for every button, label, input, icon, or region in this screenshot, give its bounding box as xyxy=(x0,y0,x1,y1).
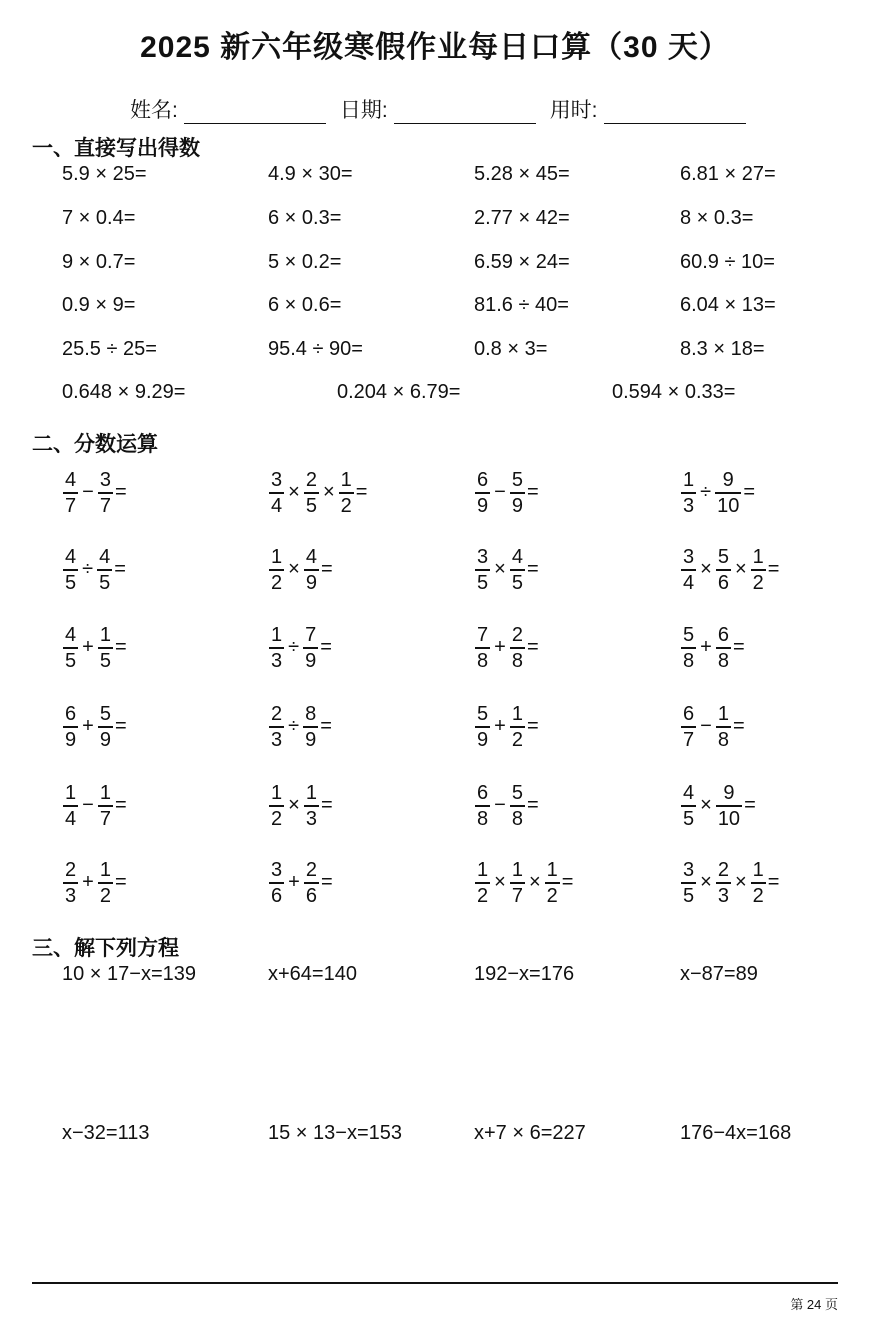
numerator: 5 xyxy=(717,546,729,568)
fraction-problem xyxy=(62,860,127,906)
operator: × xyxy=(322,481,335,504)
fraction xyxy=(475,704,490,750)
arithmetic-problem: 6.59 × 24= xyxy=(474,251,570,273)
denominator: 5 xyxy=(683,884,695,907)
fraction xyxy=(681,547,696,593)
denominator: 8 xyxy=(477,807,489,830)
denominator: 5 xyxy=(65,571,77,594)
denominator: 5 xyxy=(99,571,111,594)
equals-sign: = xyxy=(320,558,333,581)
fraction xyxy=(303,625,318,671)
numerator: 3 xyxy=(271,469,283,491)
fraction xyxy=(98,625,113,671)
equals-sign: = xyxy=(743,481,756,504)
numerator: 6 xyxy=(65,703,77,725)
operator: × xyxy=(288,794,300,817)
fraction xyxy=(716,704,731,750)
student-info-row xyxy=(130,94,760,124)
fraction xyxy=(304,547,319,593)
operator: + xyxy=(82,871,94,894)
operator: × xyxy=(734,871,747,894)
numerator: 1 xyxy=(717,703,729,725)
denominator: 8 xyxy=(717,728,729,751)
fraction xyxy=(269,704,284,750)
operator: × xyxy=(528,871,541,894)
operator: + xyxy=(288,871,300,894)
numerator: 2 xyxy=(65,859,77,881)
time-label: 用时: xyxy=(549,99,598,122)
fraction xyxy=(510,625,525,671)
denominator: 2 xyxy=(271,571,283,594)
name-blank[interactable] xyxy=(184,103,326,124)
operator: × xyxy=(288,558,300,581)
page-number: 第 24 页 xyxy=(790,1297,838,1312)
numerator: 3 xyxy=(99,469,111,491)
denominator: 6 xyxy=(717,571,729,594)
numerator: 2 xyxy=(305,469,317,491)
numerator: 9 xyxy=(722,469,734,491)
arithmetic-problem: 6.81 × 27= xyxy=(680,163,776,185)
fraction xyxy=(510,860,525,906)
denominator: 9 xyxy=(305,728,317,751)
denominator: 8 xyxy=(511,649,523,672)
operator: − xyxy=(494,794,506,817)
arithmetic-problem: 9 × 0.7= xyxy=(62,251,136,273)
fraction-problem xyxy=(474,860,573,906)
denominator: 9 xyxy=(477,728,489,751)
arithmetic-problem: 5.28 × 45= xyxy=(474,163,570,185)
numerator: 1 xyxy=(477,859,489,881)
denominator: 2 xyxy=(477,884,489,907)
numerator: 2 xyxy=(305,859,317,881)
equals-sign: = xyxy=(320,794,333,817)
denominator: 3 xyxy=(683,494,695,517)
numerator: 6 xyxy=(477,469,489,491)
equals-sign: = xyxy=(732,715,745,738)
denominator: 9 xyxy=(99,728,111,751)
denominator: 10 xyxy=(717,494,740,517)
numerator: 1 xyxy=(511,703,523,725)
arithmetic-problem: 8.3 × 18= xyxy=(680,338,765,360)
denominator: 8 xyxy=(683,649,695,672)
denominator: 3 xyxy=(65,884,77,907)
equals-sign: = xyxy=(767,871,780,894)
footer-divider xyxy=(32,1282,838,1284)
operator: × xyxy=(288,481,300,504)
arithmetic-problem: 95.4 ÷ 90= xyxy=(268,338,363,360)
arithmetic-problem: 8 × 0.3= xyxy=(680,207,754,229)
denominator: 6 xyxy=(305,884,317,907)
numerator: 1 xyxy=(99,782,111,804)
numerator: 7 xyxy=(477,624,489,646)
arithmetic-problem: 81.6 ÷ 40= xyxy=(474,294,569,316)
denominator: 2 xyxy=(271,807,283,830)
numerator: 6 xyxy=(717,624,729,646)
section-1-heading: 一、直接写出得数 xyxy=(32,137,200,160)
denominator: 5 xyxy=(683,807,695,830)
denominator: 9 xyxy=(65,728,77,751)
equals-sign: = xyxy=(561,871,574,894)
equals-sign: = xyxy=(114,636,127,659)
fraction xyxy=(304,783,319,829)
fraction-problem xyxy=(474,547,539,593)
numerator: 4 xyxy=(65,624,77,646)
fraction xyxy=(751,547,766,593)
denominator: 9 xyxy=(511,494,523,517)
fraction-problem xyxy=(268,547,333,593)
arithmetic-problem: 25.5 ÷ 25= xyxy=(62,338,157,360)
fraction xyxy=(269,625,284,671)
operator: ÷ xyxy=(700,481,712,504)
section-2-heading: 二、分数运算 xyxy=(32,433,158,456)
fraction xyxy=(681,783,696,829)
denominator: 5 xyxy=(511,571,523,594)
section-3-heading: 三、解下列方程 xyxy=(32,937,179,960)
fraction-problem xyxy=(268,860,333,906)
equals-sign: = xyxy=(526,558,539,581)
numerator: 5 xyxy=(683,624,695,646)
denominator: 2 xyxy=(99,884,111,907)
operator: ÷ xyxy=(288,715,300,738)
numerator: 4 xyxy=(305,546,317,568)
time-blank[interactable] xyxy=(604,103,746,124)
operator: + xyxy=(82,636,94,659)
fraction xyxy=(716,547,731,593)
operator: ÷ xyxy=(82,558,94,581)
numerator: 1 xyxy=(752,546,764,568)
numerator: 5 xyxy=(99,703,111,725)
numerator: 8 xyxy=(305,703,317,725)
numerator: 1 xyxy=(271,782,283,804)
fraction xyxy=(751,860,766,906)
denominator: 7 xyxy=(65,494,77,517)
denominator: 2 xyxy=(752,884,764,907)
denominator: 2 xyxy=(511,728,523,751)
denominator: 8 xyxy=(477,649,489,672)
denominator: 3 xyxy=(271,649,283,672)
denominator: 7 xyxy=(99,494,111,517)
equation-problem: x−87=89 xyxy=(680,963,758,985)
numerator: 1 xyxy=(271,546,283,568)
fraction xyxy=(475,860,490,906)
fraction xyxy=(98,783,113,829)
numerator: 6 xyxy=(683,703,695,725)
denominator: 3 xyxy=(305,807,317,830)
numerator: 4 xyxy=(511,546,523,568)
fraction xyxy=(97,547,112,593)
operator: × xyxy=(494,558,506,581)
fraction-problem xyxy=(268,704,332,750)
operator: + xyxy=(494,715,506,738)
fraction-problem xyxy=(680,783,756,829)
denominator: 6 xyxy=(271,884,283,907)
operator: − xyxy=(494,481,506,504)
fraction-problem xyxy=(268,625,332,671)
fraction-problem xyxy=(474,704,539,750)
name-label: 姓名: xyxy=(130,99,178,122)
fraction-problem xyxy=(62,783,127,829)
operator: ÷ xyxy=(288,636,300,659)
fraction xyxy=(63,860,78,906)
denominator: 5 xyxy=(65,649,77,672)
numerator: 1 xyxy=(340,469,352,491)
denominator: 8 xyxy=(717,649,729,672)
fraction-problem xyxy=(62,547,126,593)
numerator: 3 xyxy=(271,859,283,881)
numerator: 7 xyxy=(305,624,317,646)
denominator: 5 xyxy=(99,649,111,672)
arithmetic-problem: 0.8 × 3= xyxy=(474,338,548,360)
equals-sign: = xyxy=(114,871,127,894)
numerator: 2 xyxy=(717,859,729,881)
fraction xyxy=(269,547,284,593)
numerator: 1 xyxy=(271,624,283,646)
fraction-problem xyxy=(268,783,333,829)
numerator: 1 xyxy=(546,859,558,881)
equals-sign: = xyxy=(526,715,539,738)
numerator: 4 xyxy=(65,546,77,568)
arithmetic-problem: 0.594 × 0.33= xyxy=(612,381,736,403)
fraction xyxy=(475,470,490,516)
arithmetic-problem: 6.04 × 13= xyxy=(680,294,776,316)
arithmetic-problem: 4.9 × 30= xyxy=(268,163,353,185)
operator: − xyxy=(82,794,94,817)
fraction-problem xyxy=(62,625,127,671)
fraction xyxy=(303,704,318,750)
numerator: 3 xyxy=(477,546,489,568)
equals-sign: = xyxy=(114,715,127,738)
numerator: 5 xyxy=(511,469,523,491)
fraction xyxy=(63,783,78,829)
denominator: 5 xyxy=(477,571,489,594)
fraction xyxy=(475,547,490,593)
numerator: 4 xyxy=(99,546,111,568)
fraction xyxy=(681,860,696,906)
fraction xyxy=(510,783,525,829)
fraction-problem xyxy=(680,625,745,671)
equals-sign: = xyxy=(526,481,539,504)
fraction xyxy=(510,704,525,750)
fraction xyxy=(63,547,78,593)
equation-problem: x−32=113 xyxy=(62,1122,150,1144)
fraction xyxy=(269,470,284,516)
fraction xyxy=(98,704,113,750)
denominator: 2 xyxy=(546,884,558,907)
operator: + xyxy=(700,636,712,659)
arithmetic-problem: 6 × 0.3= xyxy=(268,207,342,229)
equals-sign: = xyxy=(114,794,127,817)
denominator: 7 xyxy=(99,807,111,830)
operator: × xyxy=(734,558,747,581)
equals-sign: = xyxy=(320,715,332,738)
arithmetic-problem: 2.77 × 42= xyxy=(474,207,570,229)
date-label: 日期: xyxy=(339,99,388,122)
fraction-problem xyxy=(62,470,127,516)
fraction xyxy=(716,625,731,671)
fraction-problem xyxy=(680,860,779,906)
numerator: 6 xyxy=(477,782,489,804)
numerator: 2 xyxy=(271,703,283,725)
fraction xyxy=(269,860,284,906)
equation-problem: 15 × 13−x=153 xyxy=(268,1122,403,1144)
arithmetic-problem: 7 × 0.4= xyxy=(62,207,136,229)
denominator: 9 xyxy=(305,571,317,594)
denominator: 2 xyxy=(752,571,764,594)
numerator: 5 xyxy=(477,703,489,725)
operator: × xyxy=(494,871,506,894)
fraction xyxy=(98,470,113,516)
fraction xyxy=(716,783,742,829)
fraction xyxy=(63,625,78,671)
fraction xyxy=(304,860,319,906)
arithmetic-problem: 60.9 ÷ 10= xyxy=(680,251,775,273)
fraction xyxy=(681,470,696,516)
fraction xyxy=(63,704,78,750)
equals-sign: = xyxy=(526,794,539,817)
numerator: 1 xyxy=(683,469,695,491)
arithmetic-problem: 5.9 × 25= xyxy=(62,163,147,185)
arithmetic-problem: 5 × 0.2= xyxy=(268,251,342,273)
fraction-problem xyxy=(474,625,539,671)
operator: + xyxy=(494,636,506,659)
denominator: 7 xyxy=(511,884,523,907)
numerator: 1 xyxy=(511,859,523,881)
numerator: 5 xyxy=(511,782,523,804)
fraction xyxy=(510,470,525,516)
denominator: 2 xyxy=(340,494,352,517)
numerator: 3 xyxy=(683,546,695,568)
numerator: 1 xyxy=(99,859,111,881)
equals-sign: = xyxy=(767,558,780,581)
fraction-problem xyxy=(268,470,367,516)
fraction-problem xyxy=(474,783,539,829)
operator: − xyxy=(82,481,94,504)
denominator: 5 xyxy=(305,494,317,517)
fraction xyxy=(269,783,284,829)
numerator: 1 xyxy=(752,859,764,881)
fraction xyxy=(63,470,78,516)
fraction xyxy=(545,860,560,906)
page-title: 2025 新六年级寒假作业每日口算（30 天） xyxy=(140,31,730,64)
equation-problem: 176−4x=168 xyxy=(680,1122,792,1144)
arithmetic-problem: 0.204 × 6.79= xyxy=(337,381,461,403)
arithmetic-problem: 6 × 0.6= xyxy=(268,294,342,316)
fraction-problem xyxy=(680,470,755,516)
equals-sign: = xyxy=(744,794,756,817)
numerator: 1 xyxy=(305,782,317,804)
equals-sign: = xyxy=(320,871,333,894)
equation-problem: 10 × 17−x=139 xyxy=(62,963,197,985)
fraction xyxy=(510,547,525,593)
fraction xyxy=(475,783,490,829)
denominator: 3 xyxy=(271,728,283,751)
fraction xyxy=(475,625,490,671)
fraction xyxy=(681,625,696,671)
equals-sign: = xyxy=(355,481,368,504)
denominator: 9 xyxy=(477,494,489,517)
denominator: 3 xyxy=(717,884,729,907)
denominator: 8 xyxy=(511,807,523,830)
equals-sign: = xyxy=(526,636,539,659)
fraction-problem xyxy=(680,704,745,750)
numerator: 2 xyxy=(511,624,523,646)
fraction xyxy=(339,470,354,516)
operator: − xyxy=(700,715,712,738)
fraction xyxy=(716,860,731,906)
arithmetic-problem: 0.9 × 9= xyxy=(62,294,136,316)
numerator: 4 xyxy=(65,469,77,491)
denominator: 10 xyxy=(717,807,741,830)
operator: + xyxy=(82,715,94,738)
denominator: 7 xyxy=(683,728,695,751)
equation-problem: x+7 × 6=227 xyxy=(474,1122,586,1144)
equation-problem: x+64=140 xyxy=(268,963,357,985)
equals-sign: = xyxy=(114,481,127,504)
fraction-problem xyxy=(62,704,127,750)
numerator: 1 xyxy=(99,624,111,646)
date-blank[interactable] xyxy=(394,103,536,124)
denominator: 9 xyxy=(305,649,317,672)
operator: × xyxy=(700,871,712,894)
numerator: 3 xyxy=(683,859,695,881)
operator: × xyxy=(700,794,712,817)
numerator: 4 xyxy=(683,782,695,804)
fraction-problem xyxy=(680,547,779,593)
equals-sign: = xyxy=(320,636,332,659)
equals-sign: = xyxy=(732,636,745,659)
denominator: 4 xyxy=(271,494,283,517)
fraction xyxy=(304,470,319,516)
equals-sign: = xyxy=(114,558,126,581)
numerator: 1 xyxy=(65,782,77,804)
denominator: 4 xyxy=(683,571,695,594)
fraction xyxy=(681,704,696,750)
fraction-problem xyxy=(474,470,539,516)
fraction xyxy=(715,470,741,516)
equation-problem: 192−x=176 xyxy=(474,963,575,985)
operator: × xyxy=(700,558,712,581)
fraction xyxy=(98,860,113,906)
denominator: 4 xyxy=(65,807,77,830)
numerator: 9 xyxy=(723,782,735,804)
arithmetic-problem: 0.648 × 9.29= xyxy=(62,381,186,403)
